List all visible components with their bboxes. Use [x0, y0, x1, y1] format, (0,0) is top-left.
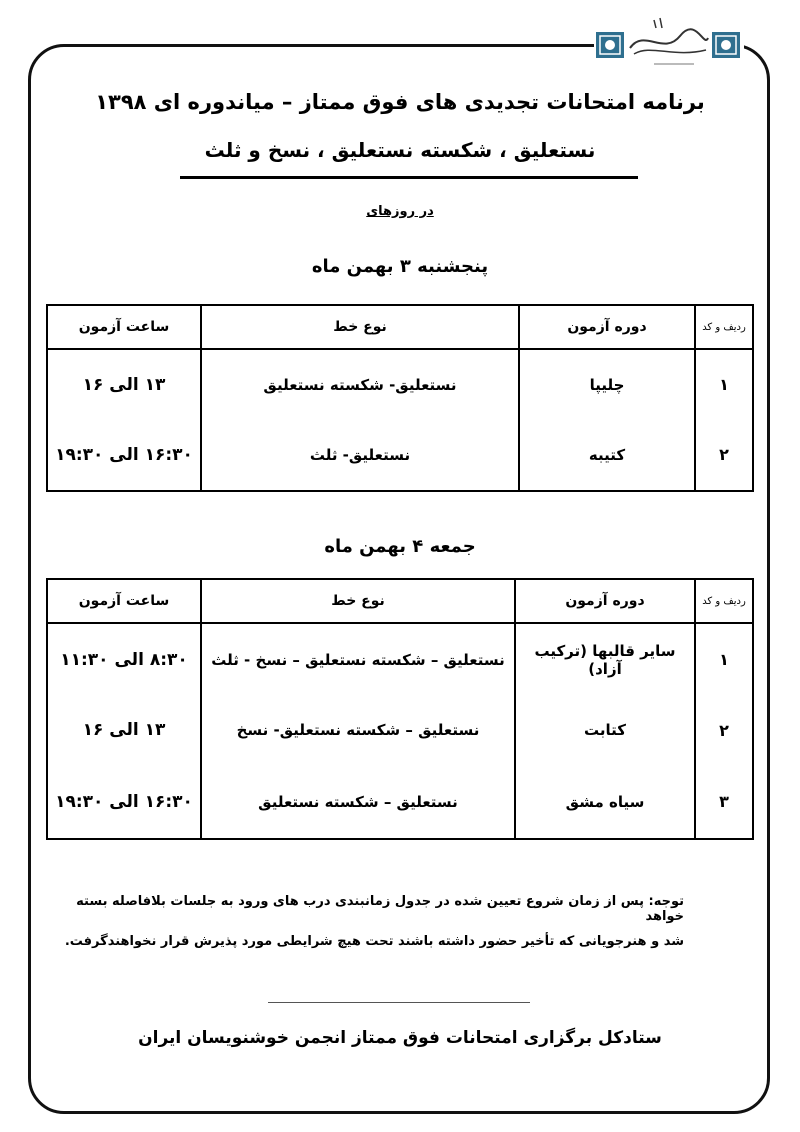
col-time-header: ساعت آزمون	[47, 579, 201, 623]
row-time: ۱۳ الی ۱۶	[47, 695, 201, 765]
day-heading-thursday: پنجشنبه ۳ بهمن ماه	[311, 256, 489, 277]
table-row	[47, 419, 753, 491]
day-heading-friday: جمعه ۴ بهمن ماه	[324, 536, 476, 557]
col-course-header: دوره آزمون	[519, 305, 695, 349]
title-divider	[180, 176, 638, 179]
footer-signature: ستادکل برگزاری امتحانات فوق ممتاز انجمن خوشنویسان ایران	[138, 1028, 662, 1048]
row-time: ۱۶:۳۰ الی ۱۹:۳۰	[47, 765, 201, 839]
days-label: در روزهای	[366, 204, 434, 219]
row-course: کتیبه	[519, 419, 695, 491]
anjoman-logo-icon	[594, 8, 744, 70]
col-script-header: نوع خط	[201, 305, 519, 349]
table-row	[47, 349, 753, 419]
row-number: ۱	[695, 349, 753, 419]
notice-line-1: توجه: پس از زمان شروع تعیین شده در جدول زمانبندی درب های ورود به جلسات بلافاصله بسته خواهد	[76, 894, 684, 924]
page-subtitle: نستعلیق ، شکسته نستعلیق ، نسخ و ثلث	[204, 138, 596, 162]
row-course: سایر قالبها (ترکیب آزاد)	[515, 623, 695, 695]
table-row	[47, 695, 753, 765]
table-header-row	[47, 579, 753, 623]
row-course: سیاه مشق	[515, 765, 695, 839]
col-code-header: ردیف و کد	[695, 579, 753, 623]
row-course: کتابت	[515, 695, 695, 765]
col-code-header: ردیف و کد	[695, 305, 753, 349]
page-title: برنامه امتحانات تجدیدی های فوق ممتاز – میاندوره ای ۱۳۹۸	[95, 90, 705, 114]
exam-table-thursday	[46, 304, 754, 492]
notice-line-2: شد و هنرجویانی که تأخیر حضور داشته باشند تحت هیچ شرایطی مورد پذیرش قرار نخواهندگرفت.	[64, 934, 684, 949]
row-script: نستعلیق- ثلث	[201, 419, 519, 491]
table-row	[47, 765, 753, 839]
col-time-header: ساعت آزمون	[47, 305, 201, 349]
col-script-header: نوع خط	[201, 579, 515, 623]
exam-table-friday	[46, 578, 754, 840]
row-time: ۱۳ الی ۱۶	[47, 349, 201, 419]
row-number: ۱	[695, 623, 753, 695]
row-script: نستعلیق – شکسته نستعلیق – نسخ - ثلث	[201, 623, 515, 695]
row-script: نستعلیق – شکسته نستعلیق- نسخ	[201, 695, 515, 765]
footer-divider	[268, 1002, 530, 1003]
row-time: ۱۶:۳۰ الی ۱۹:۳۰	[47, 419, 201, 491]
table-header-row	[47, 305, 753, 349]
row-course: چلیپا	[519, 349, 695, 419]
row-number: ۲	[695, 419, 753, 491]
row-script: نستعلیق- شکسته نستعلیق	[201, 349, 519, 419]
row-number: ۲	[695, 695, 753, 765]
row-time: ۸:۳۰ الی ۱۱:۳۰	[47, 623, 201, 695]
col-course-header: دوره آزمون	[515, 579, 695, 623]
table-row	[47, 623, 753, 695]
row-number: ۳	[695, 765, 753, 839]
row-script: نستعلیق – شکسته نستعلیق	[201, 765, 515, 839]
